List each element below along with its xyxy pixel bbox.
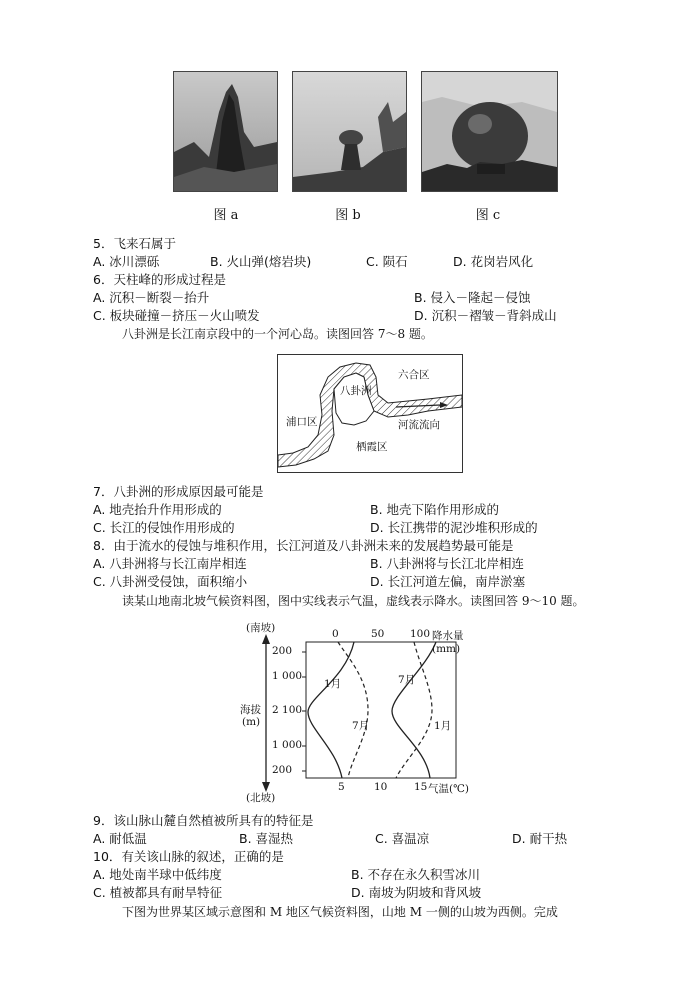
- q7-option-c: C. 长江的侵蚀作用形成的: [93, 520, 235, 535]
- chart-y-tick: 200: [272, 764, 293, 776]
- q9-option-c: C. 喜温凉: [375, 831, 430, 846]
- q5-option-b: B. 火山弹(熔岩块): [210, 254, 312, 269]
- q5-stem: 5．飞来石属于: [93, 236, 176, 251]
- chart-top-unit: 降水量(mm): [432, 630, 464, 655]
- intro-7-8: 八卦洲是长江南京段中的一个河心岛。读图回答 7～8 题。: [122, 327, 433, 341]
- q6-option-d: D. 沉积－褶皱－背斜成山: [414, 308, 557, 323]
- q10-option-c: C. 植被都具有耐旱特征: [93, 885, 223, 900]
- climate-chart: [236, 618, 476, 804]
- chart-series-label-jan-right: 1月: [434, 720, 452, 732]
- figure-a-caption: 图 a: [213, 208, 239, 223]
- q9-stem: 9．该山脉山麓自然植被所具有的特征是: [93, 813, 314, 828]
- q7-option-b: B. 地壳下陷作用形成的: [370, 502, 500, 517]
- q9-option-a: A. 耐低温: [93, 831, 147, 846]
- q6-option-b: B. 侵入－隆起－侵蚀: [414, 290, 531, 305]
- chart-top-tick: 50: [371, 628, 385, 640]
- q10-option-d: D. 南坡为阴坡和背风坡: [351, 885, 482, 900]
- q8-option-b: B. 八卦洲将与长江北岸相连: [370, 556, 525, 571]
- chart-bottom-unit: 气温(℃): [428, 783, 469, 795]
- figure-c-caption: 图 c: [475, 208, 501, 223]
- map-label-baguazhou: 八卦洲: [340, 385, 372, 397]
- chart-y-tick: 2 100: [272, 704, 303, 716]
- baguazhou-map: [277, 354, 463, 473]
- q8-option-a: A. 八卦洲将与长江南岸相连: [93, 556, 247, 571]
- chart-south-slope: (南坡): [246, 622, 276, 634]
- figure-b-photo: [292, 71, 407, 192]
- q5-option-c: C. 陨石: [366, 254, 408, 269]
- chart-top-tick: 100: [410, 628, 431, 640]
- chart-bottom-tick: 15: [414, 781, 428, 793]
- q8-stem: 8．由于流水的侵蚀与堆积作用，长江河道及八卦洲未来的发展趋势最可能是: [93, 538, 514, 553]
- q7-option-a: A. 地壳抬升作用形成的: [93, 502, 222, 517]
- chart-series-label-jan-left: 1月: [324, 678, 342, 690]
- q8-option-d: D. 长江河道左偏，南岸淤塞: [370, 574, 526, 589]
- chart-bottom-tick: 5: [338, 781, 345, 793]
- chart-bottom-tick: 10: [374, 781, 388, 793]
- q7-option-d: D. 长江携带的泥沙堆积形成的: [370, 520, 538, 535]
- q6-option-a: A. 沉积－断裂－抬升: [93, 290, 210, 305]
- figure-c-photo: [421, 71, 558, 192]
- q8-option-c: C. 八卦洲受侵蚀，面积缩小: [93, 574, 248, 589]
- chart-north-slope: (北坡): [246, 792, 276, 804]
- chart-y-tick: 200: [272, 645, 293, 657]
- q9-option-d: D. 耐干热: [512, 831, 568, 846]
- map-label-liuhe: 六合区: [398, 369, 430, 381]
- chart-top-tick: 0: [332, 628, 339, 640]
- figure-a-photo: [173, 71, 278, 192]
- q10-stem: 10．有关该山脉的叙述，正确的是: [93, 849, 284, 864]
- q5-option-a: A. 冰川漂砾: [93, 254, 160, 269]
- q10-option-b: B. 不存在永久积雪冰川: [351, 867, 481, 882]
- chart-altitude-unit: (m): [242, 716, 261, 728]
- chart-y-tick: 1 000: [272, 739, 303, 751]
- map-label-pukou: 浦口区: [286, 416, 318, 428]
- map-label-flow: 河流流向: [398, 419, 440, 431]
- q6-stem: 6．天柱峰的形成过程是: [93, 272, 226, 287]
- intro-last: 下图为世界某区域示意图和 M 地区气候资料图，山地 M 一侧的山坡为西侧。完成: [122, 905, 558, 919]
- chart-series-label-jul-right: 7月: [398, 674, 416, 686]
- chart-y-tick: 1 000: [272, 670, 303, 682]
- figure-b-caption: 图 b: [335, 208, 361, 223]
- q10-option-a: A. 地处南半球中低纬度: [93, 867, 222, 882]
- q9-option-b: B. 喜湿热: [239, 831, 294, 846]
- q7-stem: 7．八卦洲的形成原因最可能是: [93, 484, 264, 499]
- chart-series-label-jul-left: 7月: [352, 720, 370, 732]
- chart-altitude-label: 海拔: [240, 704, 261, 716]
- map-label-qixia: 栖霞区: [356, 441, 388, 453]
- q6-option-c: C. 板块碰撞－挤压－火山喷发: [93, 308, 260, 323]
- intro-9-10: 读某山地南北坡气候资料图，图中实线表示气温，虚线表示降水。读图回答 9～10 题。: [122, 594, 585, 608]
- q5-option-d: D. 花岗岩风化: [453, 254, 534, 269]
